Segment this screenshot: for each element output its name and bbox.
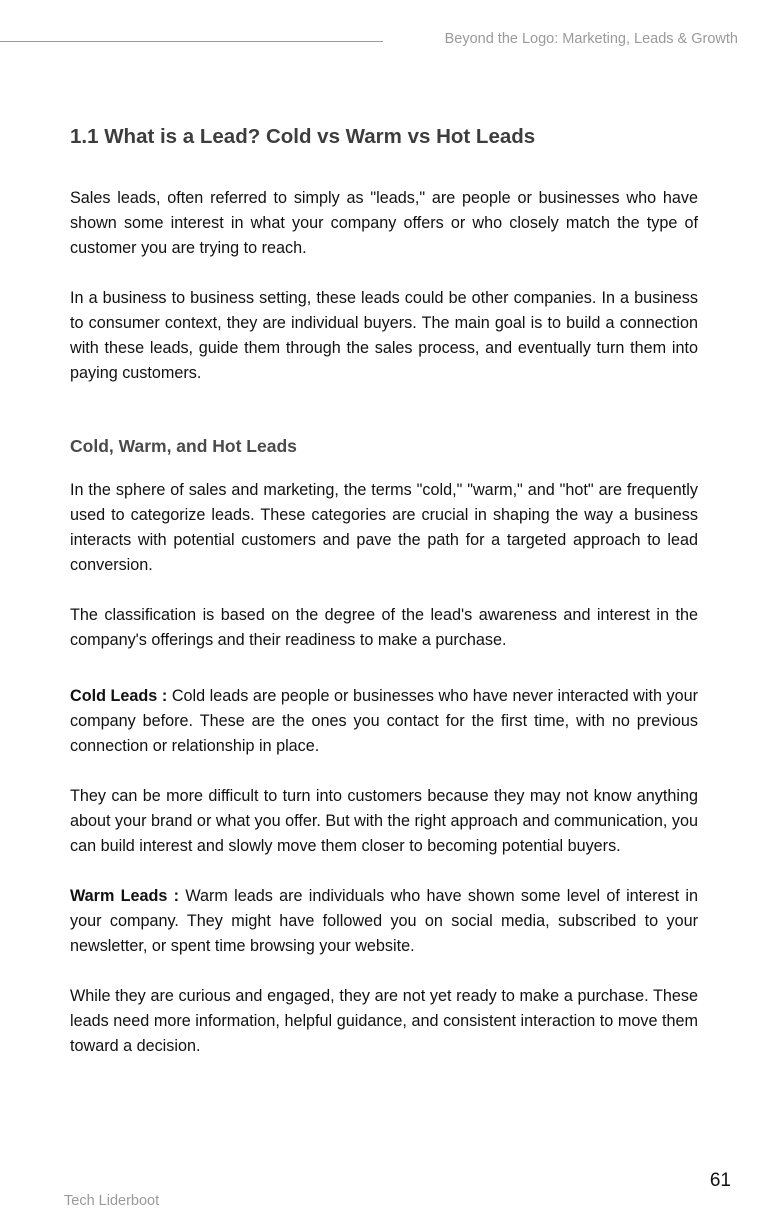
warm-leads-term: Warm Leads :: [70, 887, 180, 905]
header-rule: [0, 41, 383, 42]
cold-leads-definition: [70, 684, 698, 759]
intro-paragraph-2: In a business to business setting, these leads could be other companies. In a business to consumer context, they are individual buyers. The main goal is to build a connection with these leads, guide them through the sales process, and eventually turn them into paying customers.: [70, 289, 698, 382]
warm-leads-definition: [70, 884, 698, 959]
warm-leads-follow-up: While they are curious and engaged, they are not yet ready to make a purchase. These leads need more information, helpful guidance, and consistent interaction to move them toward a decision.: [70, 987, 698, 1055]
warm-leads-definition-text: Warm leads are individuals who have shown some level of interest in your company. They might have followed you on social media, subscribed to your newsletter, or spent time browsing your website.: [70, 887, 699, 955]
subsection-paragraph-2: The classification is based on the degree of the lead's awareness and interest in the company's offerings and their readiness to make a purchase.: [70, 606, 698, 649]
running-header-title: Beyond the Logo: Marketing, Leads & Growth: [444, 31, 738, 47]
subsection-paragraph-1: In the sphere of sales and marketing, the terms "cold," "warm," and "hot" are frequently used to categorize leads. These categories are crucial in shaping the way a business interacts with potential customers and pave the path for a targeted approach to lead conversion.: [70, 481, 698, 574]
cold-leads-definition-text: Cold leads are people or businesses who have never interacted with your company before. These are the ones you contact for the first time, with no previous connection or relationship in place.: [70, 687, 698, 755]
intro-paragraph-1: Sales leads, often referred to simply as "leads," are people or businesses who have shown some interest in what your company offers or who closely match the type of customer you are trying to reach.: [70, 189, 698, 257]
cold-leads-term: Cold Leads :: [70, 687, 168, 705]
footer-brand: Tech Liderboot: [64, 1193, 160, 1209]
subsection-title: Cold, Warm, and Hot Leads: [70, 436, 297, 456]
page-content: [70, 122, 698, 1059]
page-number: 61: [709, 1170, 731, 1191]
cold-leads-follow-up: They can be more difficult to turn into customers because they may not know anything about your brand or what you offer. But with the right approach and communication, you can build interest and slowly move them closer to becoming potential buyers.: [70, 787, 698, 855]
section-title: 1.1 What is a Lead? Cold vs Warm vs Hot Leads: [70, 125, 536, 148]
